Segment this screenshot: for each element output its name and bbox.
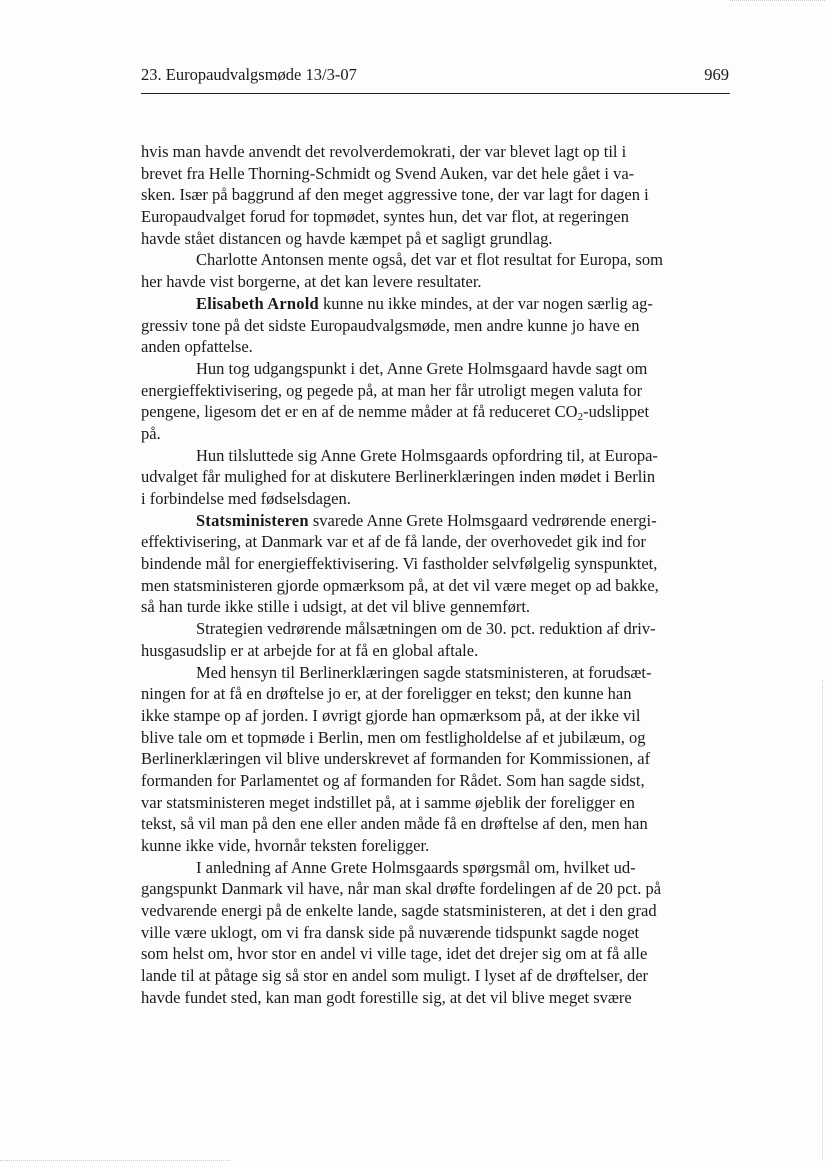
text-line: [141, 293, 733, 315]
text-line: [141, 206, 733, 228]
line-text: ville være uklogt, om vi fra dansk side på nuværende tidspunkt sagde noget: [141, 922, 640, 942]
text-line: [141, 727, 733, 749]
text-line: [141, 445, 733, 467]
text-line: [141, 987, 733, 1009]
line-text: Med hensyn til Berlinerklæringen sagde statsministeren, at forudsæt-: [196, 662, 652, 682]
speaker-name: Elisabeth Arnold: [196, 293, 319, 313]
line-text: Europaudvalget forud for topmødet, syntes hun, det var flot, at regeringen: [141, 207, 629, 227]
line-text: ikke stampe op af jorden. I øvrigt gjorde han opmærksom på, at der ikke vil: [141, 705, 641, 725]
scan-edge-mark: [730, 0, 825, 1]
line-text: hvis man havde anvendt det revolverdemokrati, der var blevet lagt op til i: [141, 142, 627, 161]
text-line: [141, 943, 733, 965]
line-text: ningen for at få en drøftelse jo er, at der foreligger en tekst; den kunne han: [141, 684, 632, 704]
speaker-name: Statsministeren: [196, 510, 309, 530]
text-line: [141, 770, 733, 792]
text-line: [141, 835, 733, 857]
line-text: kunne ikke vide, hvornår teksten foreligger.: [141, 836, 430, 855]
text-line: [141, 380, 733, 402]
text-line: [141, 163, 733, 185]
line-text: gressiv tone på det sidste Europaudvalgsmøde, men andre kunne jo have en: [141, 315, 640, 335]
text-line: [141, 336, 733, 358]
text-line: [141, 271, 733, 293]
line-text: var statsministeren meget indstillet på, at i samme øjeblik der foreligger en: [141, 792, 635, 812]
line-text: Hun tilsluttede sig Anne Grete Holmsgaards opfordring til, at Europa-: [196, 445, 658, 465]
text-line: [141, 662, 733, 684]
line-text: i forbindelse med fødselsdagen.: [141, 489, 351, 508]
scan-edge-mark: [0, 1160, 230, 1161]
line-text: Hun tog udgangspunkt i det, Anne Grete Holmsgaard havde sagt om: [196, 358, 648, 378]
text-line: [141, 596, 733, 618]
text-line: [141, 488, 733, 510]
text-line: [141, 228, 733, 250]
line-text: bindende mål for energieffektivisering. Vi fastholder selvfølgelig synspunktet,: [141, 554, 658, 574]
line-text: gangspunkt Danmark vil have, når man skal drøfte fordelingen af de 20 pct. på: [141, 879, 662, 899]
line-text: effektivisering, at Danmark var et af de få lande, der overhovedet gik ind for: [141, 532, 647, 552]
running-header-title: 23. Europaudvalgsmøde 13/3-07: [141, 65, 357, 84]
text-line: [141, 575, 733, 597]
line-text: så han turde ikke stille i udsigt, at det vil blive gennemført.: [141, 597, 531, 617]
line-text: energieffektivisering, og pegede på, at man her får utroligt megen valuta for: [141, 380, 643, 400]
line-text: brevet fra Helle Thorning-Schmidt og Svend Auken, var det hele gået i va-: [141, 163, 635, 183]
text-line: [141, 857, 733, 879]
text-line: [141, 813, 733, 835]
text-line: [141, 141, 733, 163]
line-text: Strategien vedrørende målsætningen om de 30. pct. reduktion af driv-: [196, 619, 656, 639]
line-text: havde stået distancen og havde kæmpet på et sagligt grundlag.: [141, 228, 553, 248]
line-text: på.: [141, 423, 161, 443]
text-line: [141, 553, 733, 575]
line-text: her havde vist borgerne, at det kan levere resultater.: [141, 272, 482, 292]
text-line: [141, 315, 733, 337]
line-text: lande til at påtage sig så stor en andel som muligt. I lyset af de drøftelser, der: [141, 966, 649, 986]
text-line: [141, 510, 733, 532]
line-text: tekst, så vil man på den ene eller anden måde få en drøftelse af den, men han: [141, 814, 648, 834]
line-text: udvalget får mulighed for at diskutere Berlinerklæringen inden mødet i Berlin: [141, 467, 656, 487]
body-text: [141, 141, 733, 1009]
line-text: anden opfattelse.: [141, 337, 253, 357]
text-line: [141, 792, 733, 814]
text-line: [141, 748, 733, 770]
line-text: blive tale om et topmøde i Berlin, men om festligholdelse af et jubilæum, og: [141, 727, 646, 747]
subscript: 2: [577, 411, 584, 424]
text-line: [141, 900, 733, 922]
text-line: [141, 965, 733, 987]
line-text: sken. Især på baggrund af den meget aggressive tone, der var lagt for dagen i: [141, 185, 649, 205]
line-text: formanden for Parlamentet og af formanden for Rådet. Som han sagde sidst,: [141, 770, 645, 790]
line-text: -udslippet: [583, 402, 650, 422]
text-line: [141, 922, 733, 944]
text-line: [141, 466, 733, 488]
line-text: svarede Anne Grete Holmsgaard vedrørende energi-: [308, 510, 657, 530]
text-line: [141, 705, 733, 727]
text-line: [141, 878, 733, 900]
text-line: [141, 184, 733, 206]
line-text: I anledning af Anne Grete Holmsgaards spørgsmål om, hvilket ud-: [196, 857, 636, 877]
text-line: [141, 401, 733, 423]
line-text: kunne nu ikke mindes, at der var nogen særlig ag-: [318, 293, 653, 313]
line-text: Charlotte Antonsen mente også, det var et flot resultat for Europa, som: [196, 250, 663, 270]
text-line: [141, 683, 733, 705]
line-text: som helst om, hvor stor en andel vi ville tage, idet det drejer sig om at få alle: [141, 944, 648, 964]
text-line: [141, 618, 733, 640]
line-text: husgasudslip er at arbejde for at få en global aftale.: [141, 640, 479, 660]
text-line: [141, 249, 733, 271]
scan-edge-mark: [822, 680, 823, 1160]
text-line: [141, 423, 733, 445]
text-line: [141, 640, 733, 662]
header-rule: [141, 93, 730, 94]
line-text: havde fundet sted, kan man godt forestille sig, at det vil blive meget svære: [141, 987, 632, 1007]
line-text: pengene, ligesom det er en af de nemme måder at få reduceret CO: [141, 402, 578, 422]
text-line: [141, 358, 733, 380]
line-text: vedvarende energi på de enkelte lande, sagde statsministeren, at det i den grad: [141, 901, 657, 921]
line-text: Berlinerklæringen vil blive underskrevet af formanden for Kommissionen, af: [141, 749, 651, 769]
text-line: [141, 531, 733, 553]
line-text: men statsministeren gjorde opmærksom på, at det vil være meget op ad bakke,: [141, 575, 659, 595]
running-header: [141, 64, 729, 86]
page-number: 969: [704, 65, 729, 84]
